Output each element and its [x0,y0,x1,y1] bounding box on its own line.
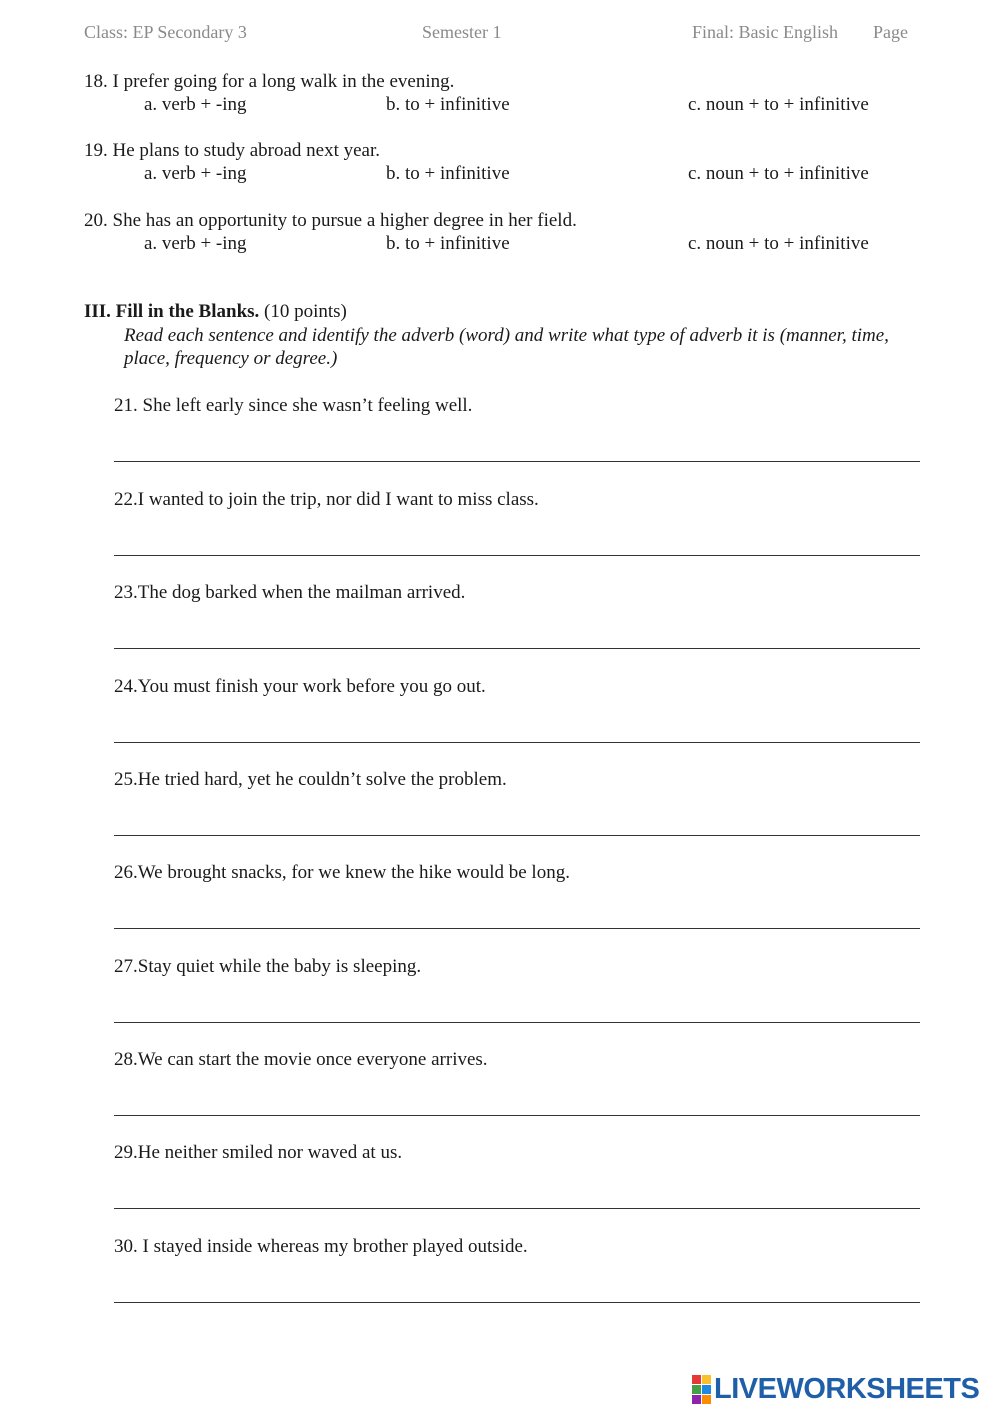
question-23: 23.The dog barked when the mailman arrived. [114,582,466,603]
section-3-heading [84,301,347,323]
answer-line-29[interactable] [114,1208,920,1209]
q20-option-a[interactable]: a. verb + -ing [144,233,247,254]
section-3-title: III. Fill in the Blanks. [84,301,260,322]
answer-line-30[interactable] [114,1302,920,1303]
answer-line-27[interactable] [114,1022,920,1023]
liveworksheets-logo[interactable] [692,1374,979,1404]
header-exam: Final: Basic English [692,22,838,42]
question-24: 24.You must finish your work before you go out. [114,676,486,697]
answer-line-28[interactable] [114,1115,920,1116]
question-27: 27.Stay quiet while the baby is sleeping. [114,956,422,977]
q18-option-a[interactable]: a. verb + -ing [144,94,247,115]
q20-option-c[interactable]: c. noun + to + infinitive [688,233,869,254]
q20-option-b[interactable]: b. to + infinitive [386,233,510,254]
logo-square-icon [692,1385,701,1394]
answer-line-26[interactable] [114,928,920,929]
question-19: 19. He plans to study abroad next year. [84,140,381,161]
logo-square-icon [702,1395,711,1404]
logo-text: LIVEWORKSHEETS [714,1372,980,1405]
logo-square-icon [702,1385,711,1394]
question-30: 30. I stayed inside whereas my brother played outside. [114,1236,528,1257]
question-29: 29.He neither smiled nor waved at us. [114,1142,403,1163]
question-25: 25.He tried hard, yet he couldn’t solve the problem. [114,769,507,790]
header-page: Page [873,22,908,42]
section-3-instructions: Read each sentence and identify the adverb (word) and write what type of adverb it is (manner, time, place, frequency or degree.) [124,325,889,369]
answer-line-25[interactable] [114,835,920,836]
question-26: 26.We brought snacks, for we knew the hike would be long. [114,862,570,883]
logo-mark-icon [692,1375,711,1404]
q19-option-c[interactable]: c. noun + to + infinitive [688,163,869,184]
logo-square-icon [692,1375,701,1384]
q18-option-b[interactable]: b. to + infinitive [386,94,510,115]
question-28: 28.We can start the movie once everyone arrives. [114,1049,488,1070]
answer-line-22[interactable] [114,555,920,556]
answer-line-21[interactable] [114,461,920,462]
q19-option-a[interactable]: a. verb + -ing [144,163,247,184]
section-3-points: (10 points) [264,301,347,322]
answer-line-23[interactable] [114,648,920,649]
question-21: 21. She left early since she wasn’t feeling well. [114,395,473,416]
question-22: 22.I wanted to join the trip, nor did I want to miss class. [114,489,539,510]
header-semester: Semester 1 [422,22,502,42]
q19-option-b[interactable]: b. to + infinitive [386,163,510,184]
header-class: Class: EP Secondary 3 [84,22,247,42]
q18-option-c[interactable]: c. noun + to + infinitive [688,94,869,115]
answer-line-24[interactable] [114,742,920,743]
question-20: 20. She has an opportunity to pursue a higher degree in her field. [84,210,577,231]
logo-square-icon [692,1395,701,1404]
logo-square-icon [702,1375,711,1384]
question-18: 18. I prefer going for a long walk in the evening. [84,71,455,92]
